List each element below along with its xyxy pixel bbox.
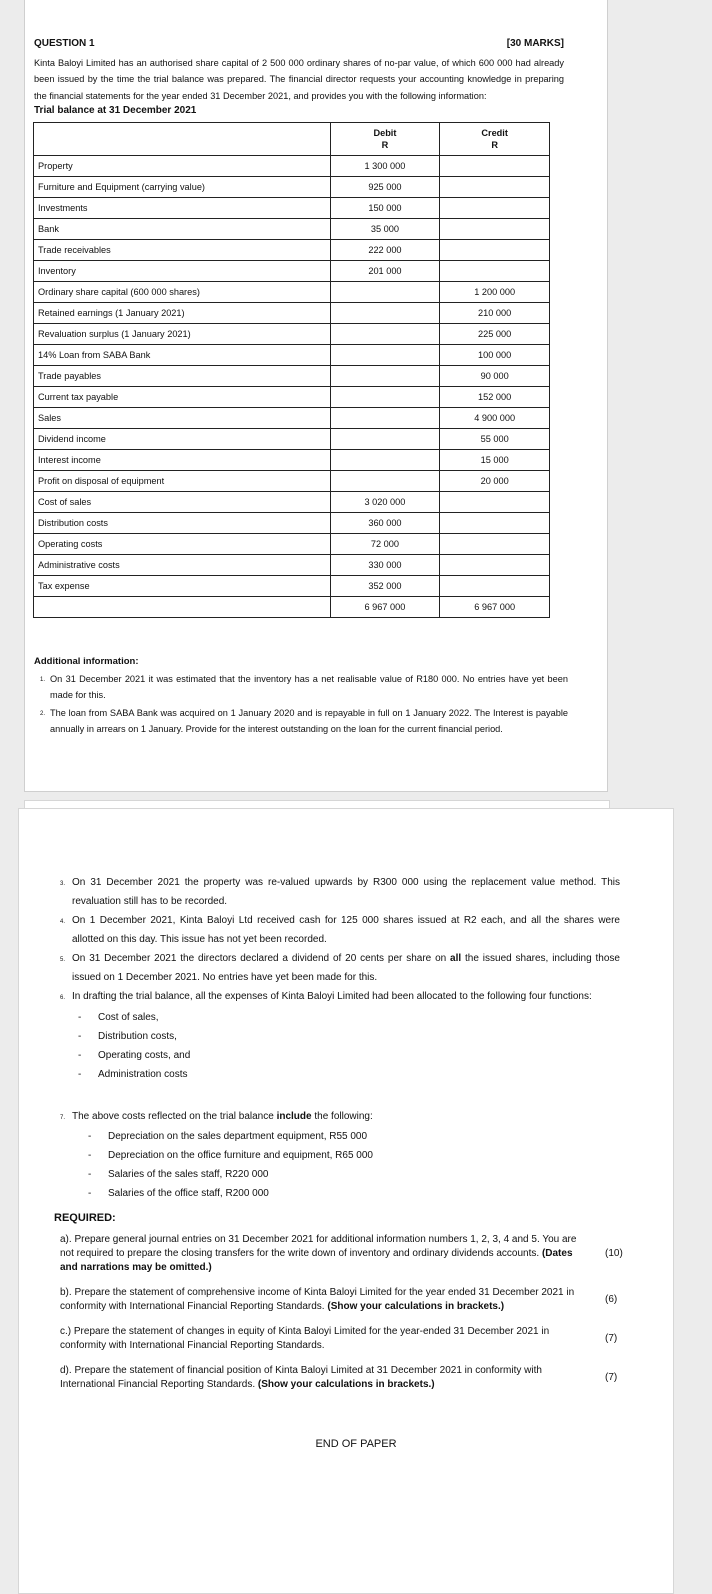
required-text: c.) Prepare the statement of changes in equity of Kinta Baloyi Limited for the year-ended 31 December 2021 in conformity with International Financial Reporting Standards. <box>60 1326 550 1351</box>
debit-header: Debit <box>373 128 397 138</box>
table-row <box>34 471 550 492</box>
totals-label-cell <box>34 597 331 618</box>
table-row <box>34 219 550 240</box>
required-text: d). Prepare the statement of financial position of Kinta Baloyi Limited at 31 December 2021 in conformity with International Financial Reporting Standards. <box>60 1365 542 1390</box>
table-row <box>34 198 550 219</box>
bullet-item: - Distribution costs, <box>78 1027 620 1046</box>
cost-bullet-list <box>88 1127 620 1203</box>
credit-cell: 210 000 <box>440 303 550 324</box>
table-row <box>34 345 550 366</box>
account-cell: Trade receivables <box>34 240 331 261</box>
header-account-cell <box>34 123 331 156</box>
table-row <box>34 492 550 513</box>
table-row <box>34 576 550 597</box>
note-item <box>40 671 568 703</box>
required-bold: (Show your calculations in brackets.) <box>257 1379 435 1390</box>
required-item-d <box>60 1364 618 1392</box>
table-row <box>34 324 550 345</box>
credit-cell: 90 000 <box>440 366 550 387</box>
account-cell: Tax expense <box>34 576 331 597</box>
note-text-a: On 31 December 2021 the directors declared a dividend of 20 cents per share on <box>72 953 451 964</box>
table-row <box>34 429 550 450</box>
note-item <box>40 705 568 737</box>
table-row <box>34 555 550 576</box>
table-row <box>34 534 550 555</box>
debit-cell <box>330 303 440 324</box>
totals-row <box>34 597 550 618</box>
required-bold: (Dates and narrations may be omitted.) <box>60 1248 573 1273</box>
trial-balance-title: Trial balance at 31 December 2021 <box>34 105 197 116</box>
table-row <box>34 513 550 534</box>
note-number: 7. <box>60 1114 66 1121</box>
credit-cell <box>440 534 550 555</box>
bullet-item: - Salaries of the office staff, R200 000 <box>88 1184 620 1203</box>
account-cell: Property <box>34 156 331 177</box>
debit-cell <box>330 324 440 345</box>
debit-cell: 201 000 <box>330 261 440 282</box>
account-cell: Revaluation surplus (1 January 2021) <box>34 324 331 345</box>
account-cell: Retained earnings (1 January 2021) <box>34 303 331 324</box>
note-text: On 1 December 2021, Kinta Baloyi Ltd received cash for 125 000 shares issued at R2 each, and all the shares were allotted on this day. This issue has not yet been recorded. <box>72 915 620 945</box>
required-item-c <box>60 1325 618 1353</box>
debit-cell <box>330 366 440 387</box>
debit-cell <box>330 282 440 303</box>
account-cell: Administrative costs <box>34 555 331 576</box>
note-text: The loan from SABA Bank was acquired on 1 January 2020 and is repayable in full on 1 January 2022. The Interest is payable annually in arrears on 1 January. Provide for the interest outstanding on the loan for the current financial period. <box>50 708 568 734</box>
required-mark: (7) <box>605 1372 618 1383</box>
note-text: In drafting the trial balance, all the expenses of Kinta Baloyi Limited had been allocated to the following four functions: <box>72 991 592 1002</box>
required-text: b). Prepare the statement of comprehensive income of Kinta Baloyi Limited for the year ended 31 December 2021 in conformity with International Financial Reporting Standards. <box>60 1287 575 1312</box>
account-cell: Dividend income <box>34 429 331 450</box>
required-mark: (7) <box>605 1333 618 1344</box>
bullet-item: - Depreciation on the office furniture and equipment, R65 000 <box>88 1146 620 1165</box>
account-cell: 14% Loan from SABA Bank <box>34 345 331 366</box>
bullet-item: - Administration costs <box>78 1065 620 1084</box>
note-number: 1. <box>40 677 46 683</box>
note-text-bold: all <box>450 953 462 964</box>
table-row <box>34 261 550 282</box>
account-cell: Investments <box>34 198 331 219</box>
table-row <box>34 177 550 198</box>
note-text-b: the issued shares, including those issued on 1 December 2021. No entries have yet been made for this. <box>72 953 620 983</box>
debit-cell: 360 000 <box>330 513 440 534</box>
note-text: On 31 December 2021 it was estimated that the inventory has a net realisable value of R180 000. No entries have yet been made for this. <box>50 674 568 700</box>
required-bold: (Show your calculations in brackets.) <box>327 1301 505 1312</box>
question-header <box>34 38 564 49</box>
credit-cell <box>440 177 550 198</box>
credit-cell <box>440 492 550 513</box>
additional-info-list-page2 <box>60 874 620 1203</box>
account-cell: Distribution costs <box>34 513 331 534</box>
table-row <box>34 366 550 387</box>
required-mark: (6) <box>605 1294 618 1305</box>
credit-cell: 20 000 <box>440 471 550 492</box>
credit-cell <box>440 156 550 177</box>
debit-cell <box>330 387 440 408</box>
required-title: REQUIRED: <box>54 1212 116 1224</box>
header-debit-cell <box>330 123 440 156</box>
account-cell: Operating costs <box>34 534 331 555</box>
bullet-item: - Depreciation on the sales department equipment, R55 000 <box>88 1127 620 1146</box>
table-row <box>34 240 550 261</box>
required-item-b <box>60 1286 618 1314</box>
bullet-item: - Salaries of the sales staff, R220 000 <box>88 1165 620 1184</box>
debit-cell <box>330 471 440 492</box>
table-header-row <box>34 123 550 156</box>
question-title: QUESTION 1 <box>34 38 95 49</box>
table-row <box>34 156 550 177</box>
credit-cell <box>440 555 550 576</box>
total-credit-cell: 6 967 000 <box>440 597 550 618</box>
bullet-item: - Cost of sales, <box>78 1008 620 1027</box>
debit-cell: 150 000 <box>330 198 440 219</box>
account-cell: Sales <box>34 408 331 429</box>
credit-cell <box>440 219 550 240</box>
table-row <box>34 387 550 408</box>
credit-currency: R <box>491 140 498 150</box>
debit-cell: 35 000 <box>330 219 440 240</box>
debit-cell: 925 000 <box>330 177 440 198</box>
account-cell: Interest income <box>34 450 331 471</box>
credit-cell <box>440 513 550 534</box>
note-number: 6. <box>60 995 66 1001</box>
question-intro: Kinta Baloyi Limited has an authorised share capital of 2 500 000 ordinary shares of no-par value, of which 600 000 had already been issued by the time the trial balance was prepared. The financial director requests your accounting knowledge in preparing the financial statements for the year ended 31 December 2021, and provides you with the following information: <box>34 58 564 101</box>
debit-cell: 352 000 <box>330 576 440 597</box>
debit-cell: 222 000 <box>330 240 440 261</box>
function-bullet-list <box>78 1008 620 1084</box>
note-text-b: the following: <box>311 1110 373 1122</box>
credit-cell: 100 000 <box>440 345 550 366</box>
note-text-bold: include <box>276 1110 312 1122</box>
account-cell: Trade payables <box>34 366 331 387</box>
account-cell: Profit on disposal of equipment <box>34 471 331 492</box>
credit-cell: 152 000 <box>440 387 550 408</box>
total-debit-cell: 6 967 000 <box>330 597 440 618</box>
account-cell: Cost of sales <box>34 492 331 513</box>
header-credit-cell <box>440 123 550 156</box>
account-cell: Bank <box>34 219 331 240</box>
table-row <box>34 282 550 303</box>
debit-cell: 72 000 <box>330 534 440 555</box>
additional-info-title: Additional information: <box>34 656 139 667</box>
credit-cell: 15 000 <box>440 450 550 471</box>
credit-cell <box>440 240 550 261</box>
note-number: 2. <box>40 711 46 717</box>
table-row <box>34 303 550 324</box>
note-item <box>60 1108 620 1127</box>
note-item <box>60 950 620 987</box>
table-row <box>34 408 550 429</box>
end-of-paper: END OF PAPER <box>315 1438 397 1450</box>
trial-balance-table <box>33 122 550 618</box>
table-row <box>34 450 550 471</box>
note-item <box>60 912 620 949</box>
debit-cell <box>330 408 440 429</box>
note-item <box>60 988 620 1007</box>
required-text: a). Prepare general journal entries on 31 December 2021 for additional information numbers 1, 2, 3, 4 and 5. You are not required to prepare the closing transfers for the write down of inventory and ordinary dividends accounts. <box>60 1234 577 1259</box>
note-text-a: The above costs reflected on the trial balance <box>72 1110 277 1122</box>
additional-info-list-page1 <box>40 671 568 739</box>
account-cell: Inventory <box>34 261 331 282</box>
credit-cell <box>440 198 550 219</box>
debit-cell: 3 020 000 <box>330 492 440 513</box>
credit-cell: 225 000 <box>440 324 550 345</box>
question-marks: [30 MARKS] <box>506 38 564 49</box>
debit-cell <box>330 429 440 450</box>
note-item <box>60 874 620 911</box>
note-number: 5. <box>60 957 66 963</box>
debit-currency: R <box>381 140 389 150</box>
note-number: 4. <box>60 919 66 925</box>
debit-cell <box>330 450 440 471</box>
credit-header: Credit <box>481 128 508 138</box>
bullet-item: - Operating costs, and <box>78 1046 620 1065</box>
account-cell: Furniture and Equipment (carrying value) <box>34 177 331 198</box>
debit-cell: 330 000 <box>330 555 440 576</box>
required-mark: (10) <box>605 1248 623 1259</box>
note-number: 3. <box>60 881 66 887</box>
account-cell: Ordinary share capital (600 000 shares) <box>34 282 331 303</box>
note-text: On 31 December 2021 the property was re-valued upwards by R300 000 using the replacement value method. This revaluation still has to be recorded. <box>72 877 620 907</box>
account-cell: Current tax payable <box>34 387 331 408</box>
debit-cell: 1 300 000 <box>330 156 440 177</box>
credit-cell <box>440 576 550 597</box>
credit-cell: 4 900 000 <box>440 408 550 429</box>
credit-cell: 55 000 <box>440 429 550 450</box>
credit-cell <box>440 261 550 282</box>
debit-cell <box>330 345 440 366</box>
required-item-a <box>60 1233 623 1275</box>
credit-cell: 1 200 000 <box>440 282 550 303</box>
